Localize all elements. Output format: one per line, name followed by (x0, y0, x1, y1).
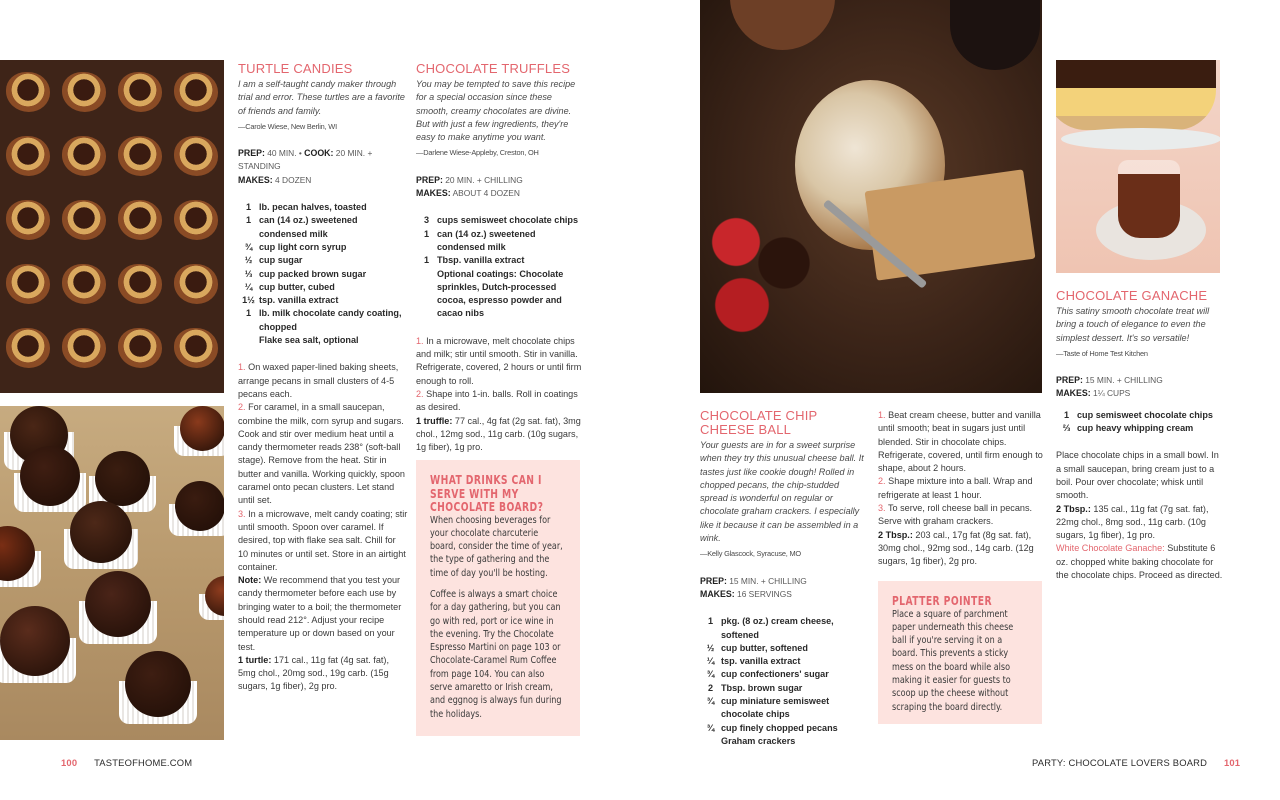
recipe-title-line-1: CHOCOLATE CHIP (700, 408, 818, 423)
turtle-candy-shape (62, 264, 106, 304)
note-label: Note: (238, 575, 262, 586)
turtle-candy-shape (174, 72, 218, 112)
prep-value: 15 MIN. + CHILLING (1085, 375, 1163, 386)
sidebar-drinks (416, 460, 580, 736)
ingredient-text: pkg. (8 oz.) cream cheese, softened (721, 616, 834, 640)
prep-label: PREP: (416, 174, 443, 185)
makes-label: MAKES: (416, 188, 451, 199)
recipe-intro: I am a self-taught candy maker through trial and error. These turtles are a favorite of friends and family. (238, 79, 405, 116)
ingredient-qty: 1 (1063, 409, 1070, 420)
turtle-candy-shape (6, 264, 50, 304)
makes-value: ABOUT 4 DOZEN (452, 188, 520, 199)
footer-right (1032, 757, 1240, 768)
truffle-shape (85, 571, 151, 637)
recipe-intro: Your guests are in for a sweet surprise when they try this unusual cheese ball. It tastes just like cookie dough! Rolled in chopped pecans, the chip-studded spread is wonderful on regular or chocolate graham crackers. I especially like it because it can be assembled in a wink. (700, 440, 864, 544)
step-number: 1. (238, 362, 249, 373)
recipe-meta (238, 147, 408, 187)
sidebar-title: PLATTER POINTER (892, 593, 992, 608)
sidebar-paragraph: Coffee is always a smart choice for a day gathering, but you can go with red, port or ice wine in the evening. Try the Chocolate Espresso Martini on page 103 or Chocolate-Caramel Rum Coffee from page 104. You can also serve amaretto or Irish cream, and eggnog is always fun during the holidays. (430, 588, 562, 720)
ingredient-text: cups semisweet chocolate chips (437, 215, 579, 226)
ingredient-qty: ¾ (706, 722, 715, 733)
cake-shape (1056, 60, 1216, 130)
page-number: 101 (1223, 757, 1241, 768)
ingredient-qty: ⅔ (1062, 423, 1071, 434)
step-number: 2. (878, 476, 889, 487)
step-text: Beat cream cheese, butter and vanilla until smooth; beat in sugars just until blended. Stir in chocolate chips. Refrigerate, covered, until firm enough to shape, about 2 hours. (878, 410, 1043, 474)
turtle-candy-shape (174, 328, 218, 368)
step-text: For caramel, in a small saucepan, combine the milk, corn syrup and sugars. Cook and stir over medium heat until a candy thermometer reads 238° (soft-ball stage). Remove from the heat. Stir in butter and vanilla. Working quickly, spoon caramel onto pecan clusters. Let stand until set. (238, 402, 405, 506)
recipe-byline: —Taste of Home Test Kitchen (1056, 348, 1148, 358)
recipe-byline: —Carole Wiese, New Berlin, WI (238, 121, 337, 131)
recipe-cheese-ball-directions (878, 409, 1044, 569)
cake-stand-shape (1061, 128, 1220, 150)
prep-label: PREP: (700, 575, 727, 586)
truffle-shape (95, 451, 150, 506)
makes-label: MAKES: (1056, 388, 1091, 399)
chocolate-ganache-photo (1056, 60, 1220, 273)
bowl-shape (730, 0, 835, 50)
sidebar-title: WHAT DRINKS CAN I SERVE WITH MY CHOCOLATE BOARD? (430, 472, 544, 514)
step-text: On waxed paper-lined baking sheets, arrange pecans in small clusters of 4-5 pecans each. (238, 362, 399, 399)
ingredient-text: tsp. vanilla extract (721, 656, 801, 667)
strawberries-shape (700, 200, 820, 340)
ingredient-text: tsp. vanilla extract (259, 295, 339, 306)
turtle-candy-shape (6, 72, 50, 112)
nutrition-text: 203 cal., 17g fat (8g sat. fat), 30mg chol., 92mg sod., 14g carb. (12g sugars, 1g fiber), 2g pro. (878, 529, 1034, 567)
nutrition-facts (1056, 503, 1224, 543)
sidebar-paragraph: When choosing beverages for your chocolate charcuterie board, consider the time of year, the type of gathering and the time of day you'll be hosting. (430, 514, 563, 579)
recipe-note (238, 574, 408, 654)
pitcher-shape (1118, 160, 1180, 238)
ingredient-item (238, 281, 408, 294)
running-footer: PARTY: CHOCOLATE LOVERS BOARD (1032, 757, 1208, 768)
recipe-steps (238, 361, 408, 574)
recipe-step (416, 335, 584, 388)
ingredient-list (416, 214, 584, 320)
recipe-step (878, 475, 1044, 502)
nutrition-label: 1 truffle: (416, 415, 453, 426)
variation-text: Substitute 6 oz. chopped white baking chocolate for the chocolate chips. Proceed as directed. (1056, 543, 1223, 581)
ingredient-text: Tbsp. brown sugar (721, 682, 803, 693)
footer-left (61, 757, 192, 768)
recipe-steps (416, 335, 584, 415)
recipe-byline: —Darlene Wiese-Appleby, Creston, OH (416, 148, 539, 158)
step-number: 1. (878, 410, 889, 420)
makes-label: MAKES: (700, 588, 735, 599)
recipe-intro: This satiny smooth chocolate treat will bring a touch of elegance to even the simplest dessert. It's so versatile! (1056, 306, 1210, 343)
prep-value: 20 MIN. + CHILLING (445, 174, 523, 185)
recipe-chocolate-truffles (416, 62, 584, 454)
recipe-step (416, 388, 584, 415)
ingredient-qty: ⅓ (244, 268, 253, 279)
page-number: 100 (61, 757, 78, 768)
nutrition-label: 2 Tbsp.: (878, 529, 913, 540)
recipe-chocolate-ganache (1056, 289, 1224, 582)
recipe-byline: —Kelly Glascock, Syracuse, MO (700, 549, 801, 559)
recipe-step (878, 409, 1044, 475)
step-text: Shape into 1-in. balls. Roll in coatings as desired. (416, 388, 578, 413)
ingredient-text: cup miniature semisweet chocolate chips (721, 696, 830, 720)
step-text: To serve, roll cheese ball in pecans. Serve with graham crackers. (878, 503, 1033, 527)
ingredient-text: cup butter, softened (721, 642, 808, 653)
makes-value: 4 DOZEN (275, 174, 312, 185)
ingredient-item (1056, 422, 1224, 435)
ingredient-qty (238, 334, 259, 347)
recipe-title-line-2: CHEESE BALL (700, 422, 792, 437)
prep-label: PREP: (1056, 375, 1083, 386)
recipe-step (238, 361, 408, 401)
ingredient-text: cup butter, cubed (259, 281, 335, 292)
ingredient-item (700, 655, 868, 668)
chocolate-truffles-photo (0, 406, 224, 740)
truffle-shape (70, 501, 132, 563)
ingredient-text: cup heavy whipping cream (1077, 423, 1194, 434)
ingredient-qty: 1 (245, 215, 252, 226)
ingredient-text: cup finely chopped pecans (721, 722, 838, 733)
ingredient-qty: ¼ (706, 656, 715, 667)
turtle-candy-shape (62, 72, 106, 112)
ingredient-qty: 3 (423, 215, 430, 226)
recipe-title: CHOCOLATE GANACHE (1056, 288, 1208, 303)
ingredient-text: cup semisweet chocolate chips (1077, 409, 1213, 420)
ingredient-list (238, 201, 408, 347)
makes-value: 16 SERVINGS (737, 588, 792, 599)
ingredient-text: can (14 oz.) sweetened condensed milk (437, 228, 536, 252)
ingredient-qty: ½ (244, 255, 253, 266)
ingredient-text: cup confectioners' sugar (721, 669, 829, 680)
ingredient-list (700, 615, 868, 748)
recipe-step (238, 401, 408, 507)
nutrition-text: 135 cal., 11g fat (7g sat. fat), 22mg chol., 8mg sod., 11g carb. (10g sugars, 1g fiber), 1g pro. (1056, 503, 1209, 541)
step-text: Shape mixture into a ball. Wrap and refrigerate at least 1 hour. (878, 476, 1033, 500)
ingredient-qty: ¾ (706, 696, 715, 707)
ingredient-text: cup light corn syrup (259, 241, 347, 252)
ingredient-item (238, 307, 408, 334)
ingredient-text: Tbsp. vanilla extract (437, 255, 525, 266)
recipe-title: TURTLE CANDIES (238, 61, 353, 76)
variation-label: White Chocolate Ganache: (1056, 543, 1165, 554)
truffle-shape (125, 651, 191, 717)
nutrition-label: 1 turtle: (238, 654, 272, 665)
nutrition-facts (416, 415, 584, 455)
prep-value: 40 MIN. • (267, 148, 305, 159)
ingredient-qty: 2 (707, 682, 714, 693)
nutrition-facts (878, 529, 1044, 569)
makes-value: 1¼ CUPS (1093, 388, 1131, 399)
ingredient-item (238, 294, 408, 307)
recipe-meta (416, 174, 584, 201)
truffle-shape (0, 606, 70, 676)
turtle-candy-shape (174, 264, 218, 304)
ingredient-item (238, 334, 408, 347)
turtle-candy-shape (118, 264, 162, 304)
ingredient-qty (700, 735, 721, 748)
recipe-step (238, 508, 408, 574)
turtle-candy-shape (118, 136, 162, 176)
turtle-candy-shape (6, 136, 50, 176)
ingredient-qty (416, 268, 437, 321)
ingredient-qty: ¾ (244, 241, 253, 252)
ingredient-text: Graham crackers (721, 735, 796, 746)
recipe-step (878, 502, 1044, 529)
ingredient-item (700, 682, 868, 695)
turtle-candy-shape (174, 136, 218, 176)
step-number: 2. (416, 388, 427, 399)
step-number: 3. (238, 508, 249, 519)
ingredient-item (700, 722, 868, 735)
ingredient-item (416, 214, 584, 227)
ingredient-qty: ½ (706, 642, 715, 653)
step-number: 2. (238, 402, 249, 413)
turtle-candy-shape (118, 328, 162, 368)
recipe-chocolate-chip-cheese-ball (700, 409, 868, 748)
ingredient-item (238, 241, 408, 254)
turtle-candy-shape (6, 200, 50, 240)
ingredient-item (700, 735, 868, 748)
ingredient-text: cup packed brown sugar (259, 268, 367, 279)
ingredient-item (416, 254, 584, 267)
nutrition-text: 77 cal., 4g fat (2g sat. fat), 3mg chol., 12mg sod., 11g carb. (10g sugars, 1g fiber), 1g pro. (416, 415, 581, 453)
note-text: We recommend that you test your candy thermometer before each use by bringing water to a boil; the thermometer should read 212°. Adjust your recipe temperature up or down based on your test. (238, 575, 402, 652)
ingredient-qty: ¼ (244, 281, 253, 292)
ingredient-item (416, 228, 584, 255)
recipe-meta (700, 575, 868, 602)
nutrition-label: 2 Tbsp.: (1056, 503, 1091, 514)
ingredient-qty: 1½ (242, 295, 255, 306)
cook-label: COOK: (304, 148, 334, 159)
turtle-candy-shape (174, 200, 218, 240)
turtle-candy-shape (62, 136, 106, 176)
running-footer: TASTEOFHOME.COM (94, 757, 193, 768)
ingredient-text: can (14 oz.) sweetened condensed milk (259, 215, 358, 239)
ingredient-qty: 1 (707, 616, 714, 627)
prep-value: 15 MIN. + CHILLING (729, 575, 807, 586)
recipe-variation (1056, 542, 1224, 582)
ingredient-item (700, 695, 868, 722)
ingredient-item (416, 268, 584, 321)
sidebar-platter-pointer (878, 581, 1042, 724)
ingredient-item (1056, 409, 1224, 422)
truffle-shape (20, 446, 80, 506)
prep-label: PREP: (238, 148, 265, 159)
truffle-shape (175, 481, 224, 531)
ingredient-text: cup sugar (259, 255, 303, 266)
ingredient-qty: 1 (423, 228, 430, 239)
ingredient-text: lb. pecan halves, toasted (259, 202, 367, 213)
recipe-intro: You may be tempted to save this recipe for a special occasion since these smooth, creamy chocolates are divine. But with just a few ingredients, they're easy to make anytime you want. (416, 79, 576, 143)
nutrition-text: 171 cal., 11g fat (4g sat. fat), 5mg chol., 20mg sod., 19g carb. (15g sugars, 1g fiber), 2g pro. (238, 654, 389, 692)
ingredient-qty: 1 (245, 308, 252, 319)
ingredient-qty: ¾ (706, 669, 715, 680)
turtle-candy-shape (118, 72, 162, 112)
recipe-steps (878, 409, 1044, 529)
ingredient-text: Optional coatings: Chocolate sprinkles, Dutch-processed cocoa, espresso powder and cacao nibs (437, 268, 564, 319)
mug-shape (950, 0, 1040, 70)
step-number: 3. (878, 503, 888, 514)
ingredient-list (1056, 409, 1224, 436)
truffle-shape (180, 406, 224, 451)
ingredient-text: lb. milk chocolate candy coating, chopped (259, 308, 402, 332)
makes-label: MAKES: (238, 174, 273, 185)
ingredient-item (238, 254, 408, 267)
ingredient-item (700, 668, 868, 681)
turtle-candy-shape (62, 328, 106, 368)
ingredient-item (238, 268, 408, 281)
turtle-candy-shape (118, 200, 162, 240)
nutrition-facts (238, 654, 408, 694)
sidebar-paragraph: Place a square of parchment paper underneath this cheese ball if you're serving it on a board. This prevents a sticky mess on the board while also making it easier for guests to scoop up the cheese without scraping the board directly. (892, 608, 1014, 713)
step-number: 1. (416, 335, 427, 346)
turtle-candy-shape (62, 200, 106, 240)
ingredient-item (238, 201, 408, 214)
ingredient-qty: 1 (423, 255, 430, 266)
recipe-meta (1056, 374, 1224, 401)
ingredient-qty: 1 (245, 202, 252, 213)
ingredient-item (700, 642, 868, 655)
ingredient-item (700, 615, 868, 642)
ingredient-item (238, 214, 408, 241)
cook-value: 20 MIN. + STANDING (238, 148, 373, 172)
recipe-title: CHOCOLATE TRUFFLES (416, 61, 571, 76)
ingredient-text: Flake sea salt, optional (259, 335, 359, 346)
turtle-candies-photo (0, 60, 224, 393)
recipe-turtle-candies (238, 62, 408, 694)
turtle-candy-shape (6, 328, 50, 368)
step-text: In a microwave, melt candy coating; stir until smooth. Spoon over caramel. If desired, top with flake sea salt. Chill for 10 minutes or until set. Store in an airtight container. (238, 508, 408, 572)
recipe-body: Place chocolate chips in a small bowl. In a small saucepan, bring cream just to a boil. Pour over chocolate; whisk until smooth. (1056, 450, 1219, 501)
chocolate-board-photo (700, 0, 1042, 393)
step-text: In a microwave, melt chocolate chips and milk; stir until smooth. Stir in vanilla. Refrigerate, covered, 2 hours or until firm enough to roll. (416, 335, 582, 386)
